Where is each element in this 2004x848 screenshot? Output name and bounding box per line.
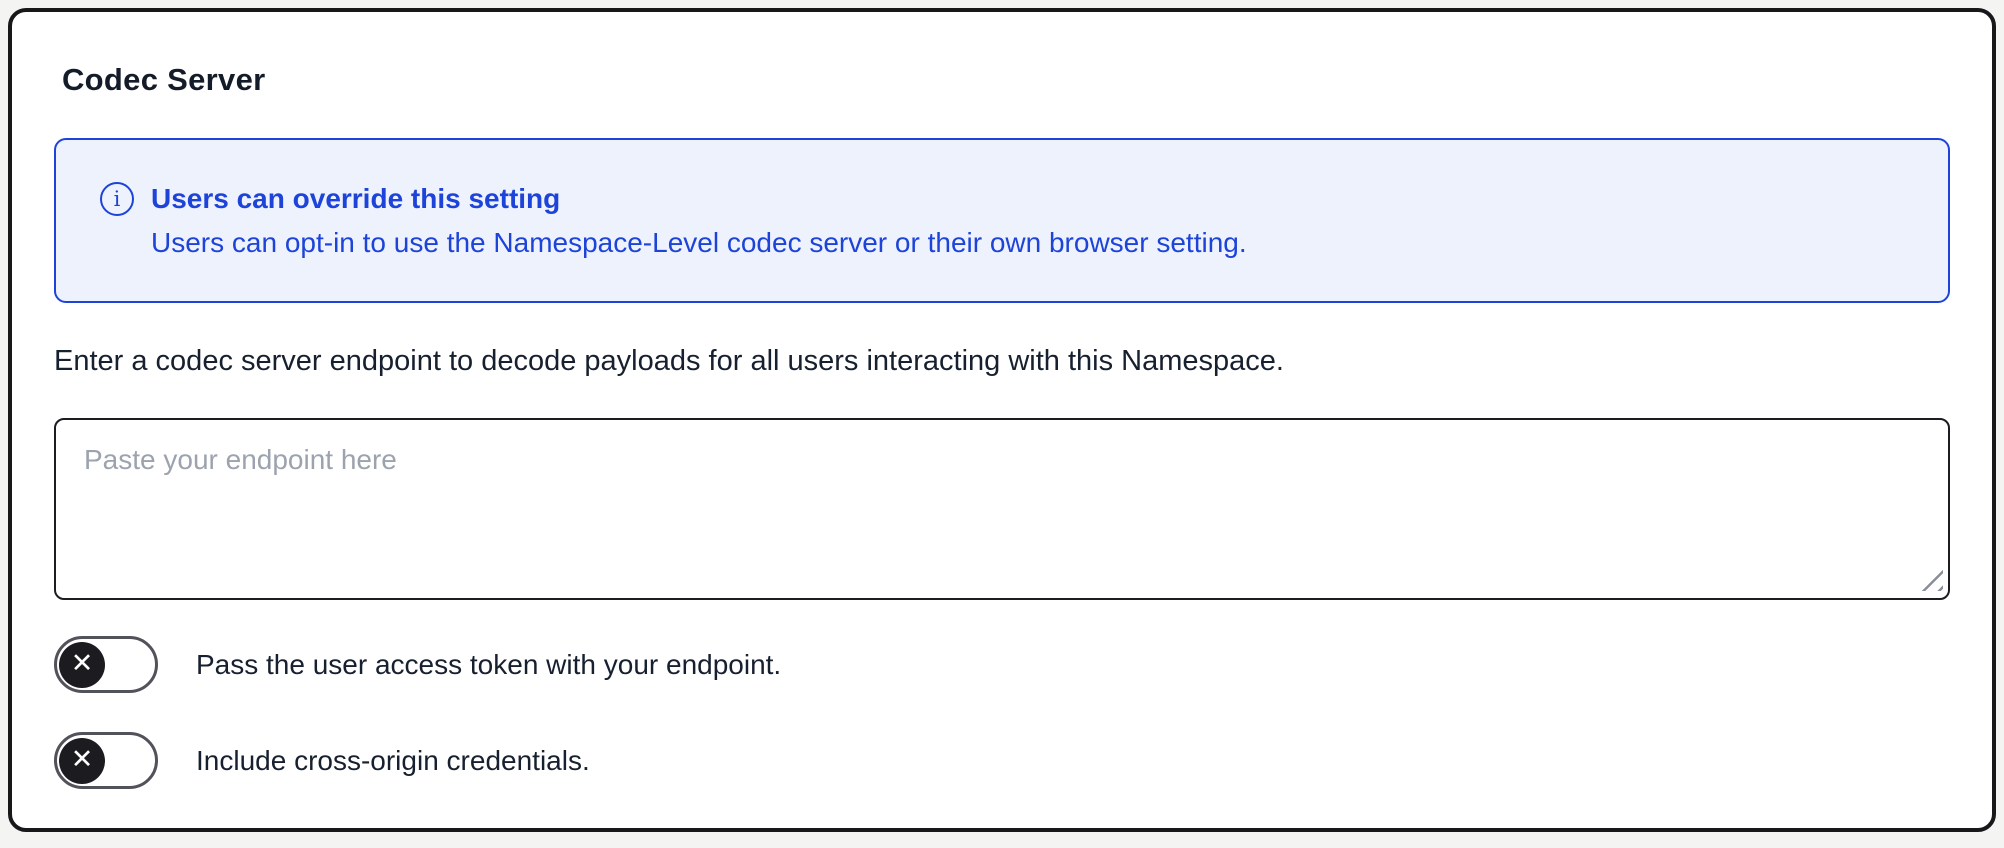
toggle-off-x-icon: ✕ [70,744,94,774]
access-token-toggle-label: Pass the user access token with your endpoint. [196,648,782,680]
endpoint-description: Enter a codec server endpoint to decode payloads for all users interacting with this Namespace. [54,345,1284,377]
info-icon: i [100,182,134,216]
toggle-knob [59,738,105,784]
toggle-knob [59,642,105,688]
banner-text [151,180,1247,261]
codec-server-card [8,8,1996,832]
cross-origin-toggle-label: Include cross-origin credentials. [196,744,590,776]
cross-origin-toggle[interactable] [54,732,158,789]
endpoint-input[interactable] [54,418,1950,600]
page-title: Codec Server [62,62,266,97]
cross-origin-row [54,732,1950,789]
banner-body: Users can opt-in to use the Namespace-Level codec server or their own browser setting. [151,227,1247,258]
toggle-off-x-icon: ✕ [70,648,94,678]
override-info-banner [54,138,1950,303]
banner-title: Users can override this setting [151,183,561,214]
endpoint-input-wrap [54,418,1950,600]
access-token-toggle[interactable] [54,636,158,693]
access-token-row [54,636,1950,693]
